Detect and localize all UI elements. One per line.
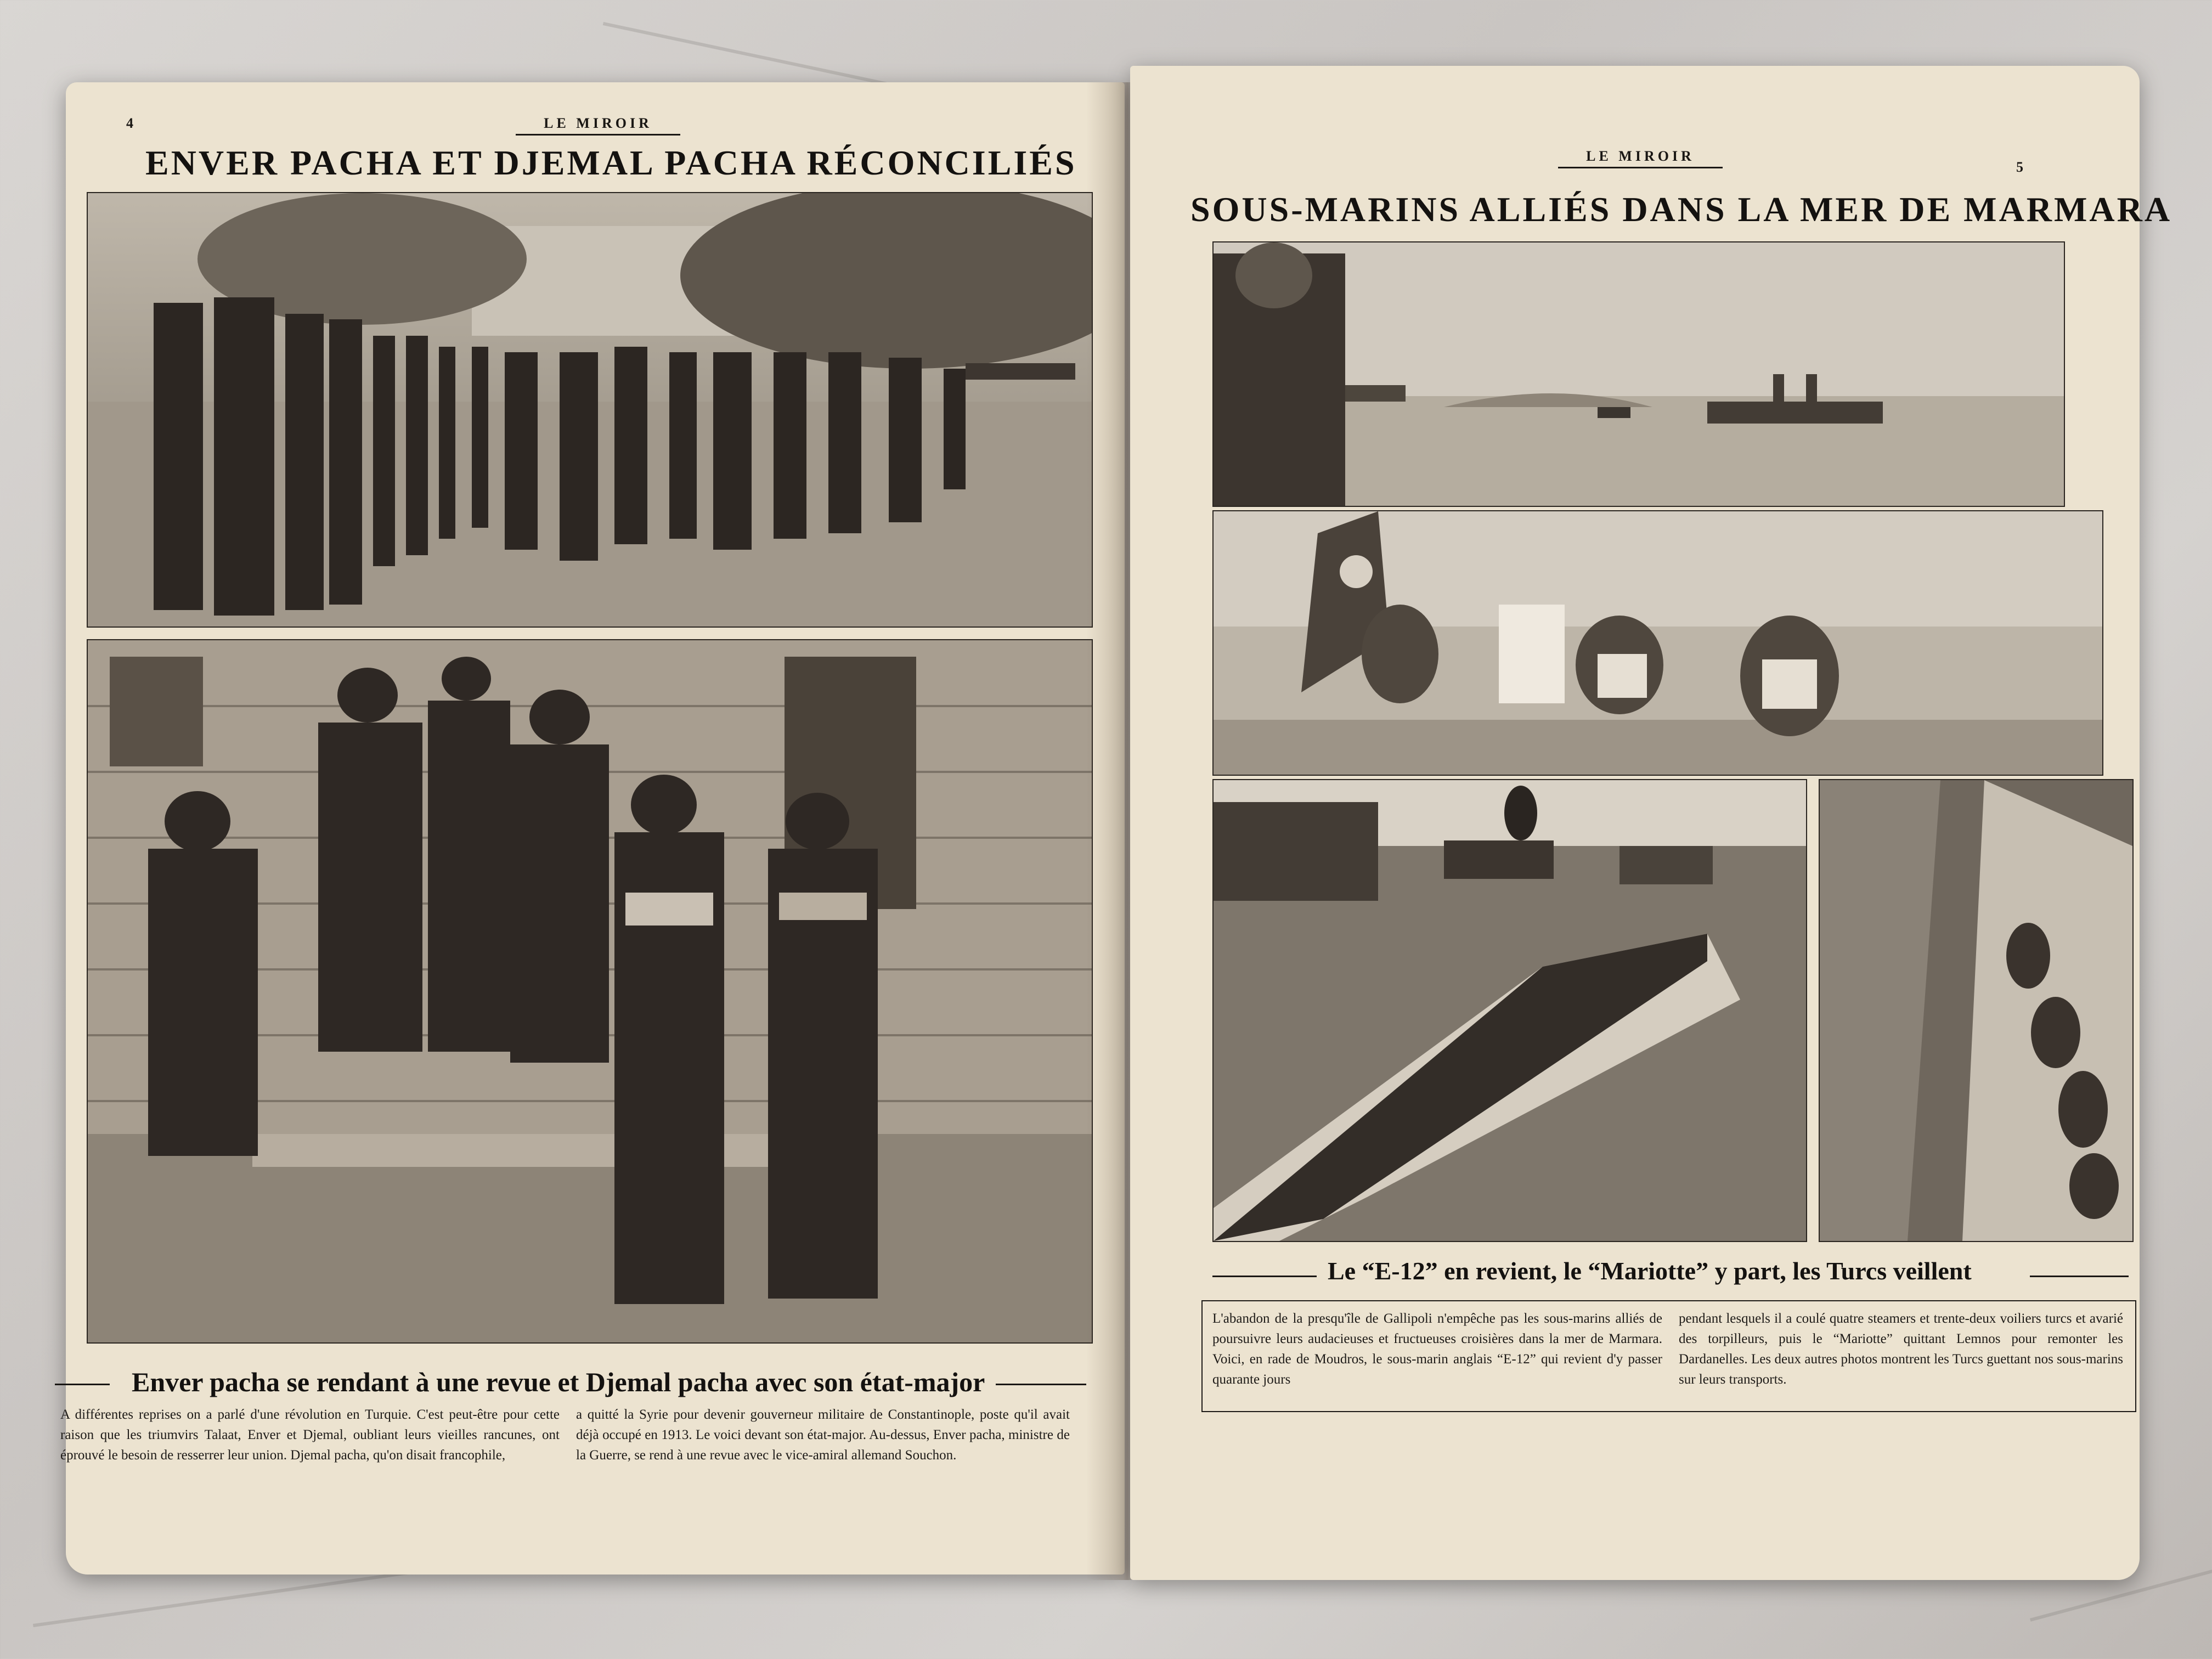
article-text-col1: A différentes reprises on a parlé d'une révolution en Turquie. C'est peut-être pour cette raison que les triumvirs Talaat, Enver et Djemal, oubliant leurs vieilles rancunes, ont éprouvé le besoin de resserrer leur union. Djemal pacha, qu'on disait francophile, xyxy=(60,1407,560,1463)
article-text-col2: a quitté la Syrie pour devenir gouverneur militaire de Constantinople, poste qu'il avait déjà occupé en 1913. Le voici devant son état-major. Au-dessus, Enver pacha, ministre de la Guerre, se rend à une revue avec le vice-amiral allemand Souchon. xyxy=(576,1407,1070,1463)
marble-vein xyxy=(33,1571,414,1627)
masthead: LE MIROIR xyxy=(516,115,680,136)
caption-rule-left xyxy=(55,1384,110,1385)
caption-rule-left xyxy=(1212,1276,1322,1277)
caption-title: Le “E-12” en revient, le “Mariotte” y part, les Turcs veillent xyxy=(1317,1256,1983,1285)
article-text-col1: L'abandon de la presqu'île de Gallipoli n'empêche pas les sous-marins alliés de poursuivre leurs audacieuses et fructueuses croisières dans la mer de Marmara. Voici, en rade de Moudros, le sous-marin anglais “E-12” qui revient d'y passer quarante jours xyxy=(1212,1311,1662,1387)
photo-ship-deck xyxy=(1819,779,2134,1242)
right-page xyxy=(1130,66,2172,1580)
masthead: LE MIROIR xyxy=(1558,148,1723,168)
photo-submarine xyxy=(1212,779,1807,1242)
article-text-col2: pendant lesquels il a coulé quatre steamers et trente-deux voiliers turcs et avarié des torpilleurs, puis le “Mariotte” quittant Lemnos pour remonter les Dardanelles. Les deux autres photos montrent les Turcs guettant nos sous-marins sur leurs transports. xyxy=(1679,1311,2123,1387)
caption-rule-right xyxy=(2030,1276,2129,1277)
page-number: 4 xyxy=(126,115,133,131)
photo-lookouts xyxy=(1212,510,2103,776)
headline: SOUS-MARINS ALLIÉS DANS LA MER DE MARMARA xyxy=(1190,190,2172,229)
left-page xyxy=(60,82,1125,1575)
photo-staff xyxy=(87,639,1093,1344)
photo-procession xyxy=(87,192,1093,628)
headline: ENVER PACHA ET DJEMAL PACHA RÉCONCILIÉS xyxy=(145,143,1077,182)
photo-sea-ships xyxy=(1212,241,2065,507)
caption-title: Enver pacha se rendant à une revue et Djemal pacha avec son état-major xyxy=(121,1366,996,1398)
page-number: 5 xyxy=(2016,159,2023,175)
